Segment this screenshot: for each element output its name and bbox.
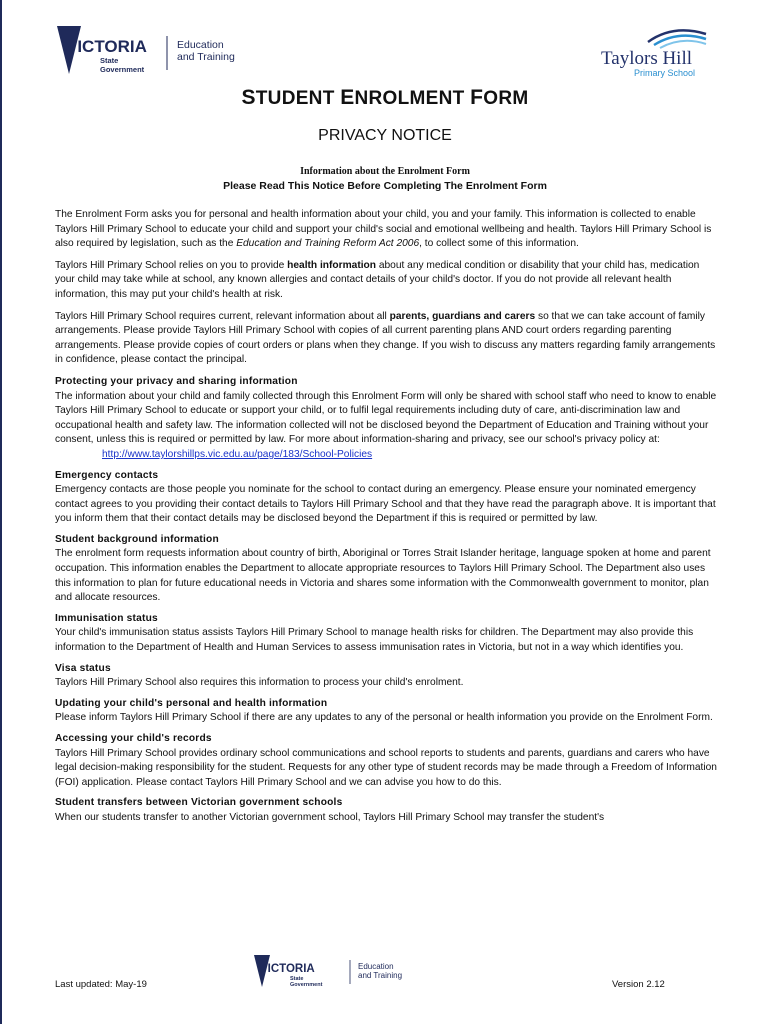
svg-text:VICTORIA: VICTORIA — [66, 37, 147, 56]
page-edge — [0, 0, 2, 1024]
notice-body — [55, 208, 717, 832]
info-about-heading: Information about the Enrolment Form — [300, 166, 470, 177]
section-heading: Immunisation status — [55, 612, 158, 624]
section-body: When our students transfer to another Victorian government school, Taylors Hill Primary School may transfer the student's — [55, 811, 605, 823]
section-heading: Student background information — [55, 533, 219, 545]
svg-text:Primary School: Primary School — [634, 68, 696, 78]
section-body: The enrolment form requests information about country of birth, Aboriginal or Torres Strait Islander heritage, language spoken at home and parent occupation. This information enables the Department to allocate appropriate resources to Taylors Hill Primary School. The Department also uses this information to plan for future educational needs in Victoria and shares some information with the Commonwealth government to monitor, plan and allocate resources. — [55, 548, 711, 604]
section-heading: Visa status — [55, 662, 111, 674]
intro-paragraph-1: The Enrolment Form asks you for personal and health information about your child, you and your family. This information is collected to enable Taylors Hill Primary School to educate your child and support your child's social and emotional wellbeing and health. Taylors Hill Primary School is also required by legislation, such as the Education and Training Reform Act 2006, to collect some of this information. — [55, 209, 712, 250]
svg-text:Government: Government — [100, 65, 145, 74]
section-body: Emergency contacts are those people you nominate for the school to contact during an emergency. Please ensure your nominated emergency contact agrees to you providing their contact details to Taylors Hill Primary School and that they have read the paragraph above. It is important that you inform them that their contact details may be disclosed beyond the Department if this is required or permitted by law. — [55, 484, 716, 525]
last-updated: Last updated: May-19 — [55, 979, 147, 990]
svg-text:Education: Education — [358, 962, 394, 971]
section-body: Please inform Taylors Hill Primary School if there are any updates to any of the personal or health information you provide on the Enrolment Form. — [55, 712, 713, 724]
intro-paragraph-2: Taylors Hill Primary School relies on you to provide health information about any medical condition or disability that your child has, medication your child may take while at school, any known allergies and contact details of your child's doctor. If you do not provide all relevant health information, this may put your child's health at risk. — [55, 259, 700, 300]
section-updating-info — [55, 697, 717, 726]
section-body: The information about your child and family collected through this Enrolment Form will only be shared with school staff who need to know to enable Taylors Hill Primary School to educate or support your child, or to fulfil legal requirements including duty of care, anti-discrimination law and occupational health and safety law. The information collected will not be disclosed beyond the Department of Education and Training without your consent, unless this is required or permitted by law. For more about information-sharing and privacy, see our school's privacy policy at: — [55, 390, 717, 446]
section-heading: Accessing your child's records — [55, 733, 212, 744]
taylors-hill-school-logo — [598, 26, 710, 80]
svg-text:VICTORIA: VICTORIA — [260, 963, 315, 975]
svg-text:Government: Government — [290, 982, 323, 988]
section-privacy — [55, 375, 717, 463]
victoria-government-logo — [55, 24, 255, 80]
section-body: Taylors Hill Primary School provides ordinary school communications and school reports to students and parents, guardians and carers who have legal decision-making responsibility for the student. Requests for any other type of student records may be made through a Freedom of Information (FOI) application. Please contact Taylors Hill Primary School and we can advise you how to do this. — [55, 747, 717, 788]
section-accessing-records — [55, 732, 717, 790]
please-read-heading: Please Read This Notice Before Completing The Enrolment Form — [223, 180, 547, 192]
page-title: STUDENT ENROLMENT FORM — [241, 86, 529, 109]
section-heading: Updating your child's personal and health information — [55, 697, 328, 709]
section-body: Taylors Hill Primary School also requires this information to process your child's enrolment. — [55, 677, 464, 689]
privacy-policy-link[interactable]: http://www.taylorshillps.vic.edu.au/page/183/School-Policies — [102, 448, 373, 460]
svg-text:Education: Education — [177, 39, 224, 51]
section-student-background — [55, 533, 717, 606]
section-heading: Student transfers between Victorian government schools — [55, 797, 343, 809]
section-visa — [55, 662, 717, 691]
section-student-transfers — [55, 796, 717, 825]
svg-text:Taylors Hill: Taylors Hill — [601, 48, 693, 69]
section-immunisation — [55, 612, 717, 656]
svg-text:State: State — [290, 976, 304, 982]
svg-text:State: State — [100, 56, 119, 65]
svg-text:and Training: and Training — [358, 971, 403, 980]
svg-text:and Training: and Training — [177, 51, 235, 63]
subtitle: PRIVACY NOTICE — [318, 127, 452, 144]
section-emergency-contacts — [55, 469, 717, 527]
section-heading: Emergency contacts — [55, 469, 159, 481]
section-heading: Protecting your privacy and sharing information — [55, 375, 298, 387]
version-number: Version 2.12 — [612, 979, 665, 990]
section-body: Your child's immunisation status assists Taylors Hill Primary School to manage health risks for children. The Department may also provide this information to the Department of Health and Human Services to assess immunisation rates in Victoria, but not in a way which identifies you. — [55, 627, 694, 654]
intro-paragraph-3: Taylors Hill Primary School requires current, relevant information about all parents, guardians and carers so that we can take account of family arrangements. Please provide Taylors Hill Primary School with copies of all current parenting plans AND court orders regarding parenting arrangements. Please provide copies of court orders or plans when they change. If you wish to discuss any matters regarding family arrangements in confidence, please contact the principal. — [55, 310, 716, 366]
footer-victoria-logo — [252, 954, 422, 990]
